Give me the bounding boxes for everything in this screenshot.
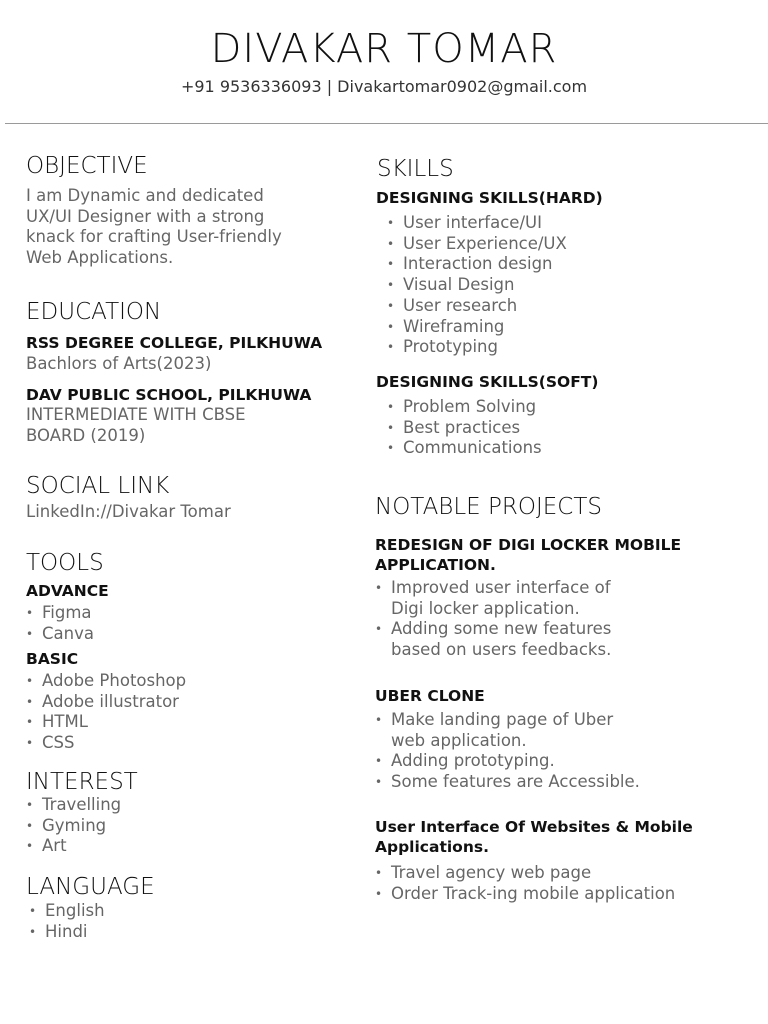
project-title [375,535,681,575]
bullet-line: • Adding some new features [391,619,612,639]
list-item [375,772,640,793]
list-item: • English [26,901,105,922]
list-item [375,751,640,772]
tools-advance-label: ADVANCE [26,582,109,600]
list-item: • Travelling [26,795,121,816]
skills-soft-label: DESIGNING SKILLS(SOFT) [376,373,599,391]
projects-heading: NOTABLE PROJECTS [375,494,603,520]
bullet-line: web application. [391,730,527,750]
header-divider [5,123,768,124]
list-item [375,578,611,619]
list-item [375,863,675,884]
interest-list [26,795,121,857]
list-item: • Interaction design [375,254,567,275]
objective-heading: OBJECTIVE [26,153,148,179]
project-bullets [375,578,611,661]
project-bullets [375,710,640,793]
objective-text [26,186,346,269]
project-bullets [375,863,675,904]
language-heading: LANGUAGE [26,874,155,900]
objective-line: knack for crafting User-friendly [26,227,282,247]
bullet-line: • Improved user interface of [391,578,611,597]
bullet-line: • Travel agency web page [391,863,592,882]
language-list [26,901,105,942]
list-item: • Figma [26,603,94,624]
bullet-line: • Adding prototyping. [391,751,555,771]
interest-heading: INTEREST [26,769,138,795]
list-item [375,619,611,660]
list-item [375,884,675,905]
tools-advance-list [26,603,94,644]
skills-soft-list [375,397,542,459]
bullet-line: Digi locker application. [391,598,580,618]
linkedin-link[interactable]: LinkedIn://Divakar Tomar [26,502,231,521]
social-heading: SOCIAL LINK [26,473,170,499]
list-item: • Wireframing [375,317,567,338]
project-title-line: APPLICATION. [375,556,496,574]
tools-heading: TOOLS [26,550,104,576]
list-item: • Canva [26,624,94,645]
education-degree-line: BOARD (2019) [26,425,146,445]
education-degree-line: INTERMEDIATE WITH CBSE [26,405,246,424]
list-item: • Adobe illustrator [26,692,186,713]
list-item: • Visual Design [375,275,567,296]
list-item: • Best practices [375,418,542,439]
bullet-line: based on users feedbacks. [391,640,612,660]
project-title [375,817,693,857]
list-item: • Hindi [26,922,105,943]
skills-hard-list [375,213,567,358]
list-item: • HTML [26,712,186,733]
objective-line: UX/UI Designer with a strong [26,206,265,226]
project-title-line: User Interface Of Websites & Mobile [375,818,693,836]
project-title-line: UBER CLONE [375,687,485,705]
objective-line: Web Applications. [26,248,174,268]
project-title [375,686,485,706]
skills-heading: SKILLS [377,156,454,182]
contact-line: +91 9536336093 | Divakartomar0902@gmail.com [180,77,588,96]
bullet-line: • Some features are Accessible. [391,772,640,792]
list-item: • User research [375,296,567,317]
education-degree: Bachlors of Arts(2023) [26,354,212,373]
list-item: • Art [26,836,121,857]
tools-basic-label: BASIC [26,650,79,668]
list-item: • CSS [26,733,186,754]
objective-line: I am Dynamic and dedicated [26,186,264,205]
project-title-line: Applications. [375,838,489,856]
list-item: • User Experience/UX [375,234,567,255]
education-school: DAV PUBLIC SCHOOL, PILKHUWA [26,386,312,404]
bullet-line: • Make landing page of Uber [391,710,614,729]
list-item: • Communications [375,438,542,459]
education-degree [26,405,246,446]
list-item: • Gyming [26,816,121,837]
project-title-line: REDESIGN OF DIGI LOCKER MOBILE [375,536,682,554]
education-heading: EDUCATION [26,299,162,325]
candidate-name: DIVAKAR TOMAR [210,26,558,72]
bullet-line: • Order Track-ing mobile application [391,883,676,903]
list-item: • Prototyping [375,337,567,358]
skills-hard-label: DESIGNING SKILLS(HARD) [376,189,603,207]
tools-basic-list [26,671,186,754]
list-item: • Problem Solving [375,397,542,418]
education-school: RSS DEGREE COLLEGE, PILKHUWA [26,334,323,352]
list-item: • Adobe Photoshop [26,671,186,692]
list-item [375,710,640,751]
list-item: • User interface/UI [375,213,567,234]
